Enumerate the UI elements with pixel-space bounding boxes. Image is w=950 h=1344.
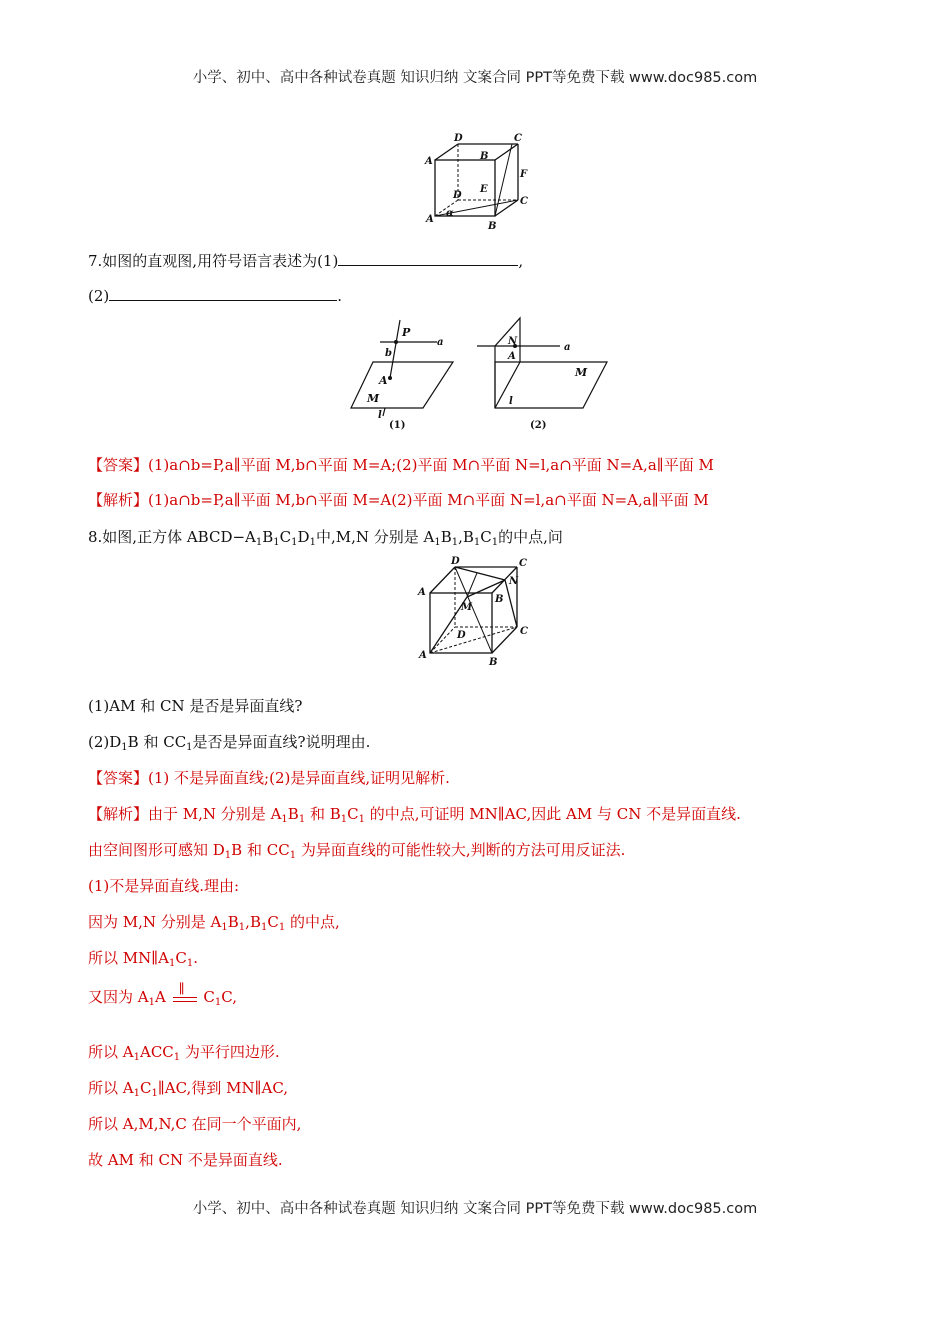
page-header: 小学、初中、高中各种试卷真题 知识归纳 文案合同 PPT等免费下载 www.doc985.com [192,70,758,86]
fig1-label-a: a [437,337,444,348]
q8-analysis-line2: 由空间图形可感知 $D_1B$ 和 $CC_1$ 为异面直线的可能性较大,判断的方法可用反证法. [88,841,626,861]
parallel-equal-symbol: ∥ [171,986,199,1004]
q8-analysis-line5: 所以 $MN\parallel A_1C_1$. [88,949,199,969]
label-b1: B [480,151,489,162]
fig1-label-a-point: A [379,374,388,387]
q8-analysis-line7: 所以 $A_1ACC_1$ 为平行四边形. [88,1043,280,1063]
label-e: E [480,184,488,195]
q8-analysis-line1: 【解析】由于 M,N 分别是 $A_1B_1$ 和 $B_1C_1$ 的中点,可证明 MN∥AC,因此 AM 与 CN 不是异面直线. [88,805,741,825]
label-d1: D [454,133,463,144]
q7-analysis: 【解析】(1)a∩b=P,a∥平面 M,b∩平面 M=A(2)平面 M∩平面 N=l,a∩平面 N=A,a∥平面 M [88,491,709,509]
cube-figure-top [420,130,535,235]
q8-answer: 【答案】(1) 不是异面直线;(2)是异面直线,证明见解析. [88,769,450,787]
q7-blank-1 [338,250,518,266]
q8-stem: 8.如图,正方体 $ABCD-A_1B_1C_1D_1$中,M,N 分别是 $A_1B_1,B_1C_1$的中点,问 [88,528,563,548]
label-d: D [453,190,462,201]
label-c: C [520,196,528,207]
label-c1: C [519,558,527,569]
page-footer: 小学、初中、高中各种试卷真题 知识归纳 文案合同 PPT等免费下载 www.doc985.com [192,1201,758,1217]
label-c1: C [514,133,522,144]
q8-analysis-line3: (1)不是异面直线.理由: [88,877,240,895]
q8-analysis-line4: 因为 M,N 分别是 $A_1B_1,B_1C_1$ 的中点, [88,913,340,933]
label-a1: A [425,156,433,167]
q8-cube-figure [415,555,545,667]
q7-figure [345,312,615,432]
label-n: N [509,576,519,587]
q8-sub-question-1: (1)AM 和 CN 是否是异面直线? [88,697,303,715]
q7-line1: 7.如图的直观图,用符号语言表述为(1) , [88,252,524,270]
label-alpha: α [446,208,454,219]
q7-answer: 【答案】(1)a∩b=P,a∥平面 M,b∩平面 M=A;(2)平面 M∩平面 N=l,a∩平面 N=A,a∥平面 M [88,456,714,474]
label-f: F [520,169,528,180]
answer-tag: 【答案】 [88,456,149,474]
label-a: A [426,214,434,225]
q8-analysis-line9: 所以 A,M,N,C 在同一个平面内, [88,1115,302,1133]
q8-analysis-line6: 又因为 $A_1A$ ∥ $C_1C$, [88,982,237,1008]
fig1-label-m: M [367,392,380,405]
fig2-caption: (2) [530,420,547,431]
fig2-label-a: a [564,342,571,353]
label-c: C [520,626,528,637]
label-d: D [457,630,466,641]
q8-sub-question-2: $(2)D_1B$ 和 $CC_1$是否是异面直线?说明理由. [88,733,371,753]
fig2-label-l: l [509,396,513,407]
fig2-label-m: M [575,366,588,379]
answer-tag: 【答案】 [88,769,149,787]
label-d1: D [451,556,460,567]
q7-line2: (2) . [88,287,343,305]
q8-analysis-line10: 故 AM 和 CN 不是异面直线. [88,1151,283,1169]
label-b: B [489,657,498,668]
q8-analysis-line8: 所以 $A_1C_1\parallel AC$,得到 MN∥AC, [88,1079,289,1099]
label-a: A [419,650,427,661]
q7-blank-2 [109,285,337,301]
label-m: M [461,602,473,613]
fig1-label-b: b [385,348,392,359]
label-b1: B [495,594,504,605]
fig1-caption: (1) [389,420,406,431]
fig1-label-p: P [402,326,411,339]
fig2-label-n: N [508,336,518,347]
analysis-tag: 【解析】 [88,805,149,823]
fig2-label-a-point: A [508,351,516,362]
label-a1: A [418,587,426,598]
analysis-tag: 【解析】 [88,491,149,509]
fig1-label-l: l [378,410,382,421]
label-b: B [488,221,497,232]
